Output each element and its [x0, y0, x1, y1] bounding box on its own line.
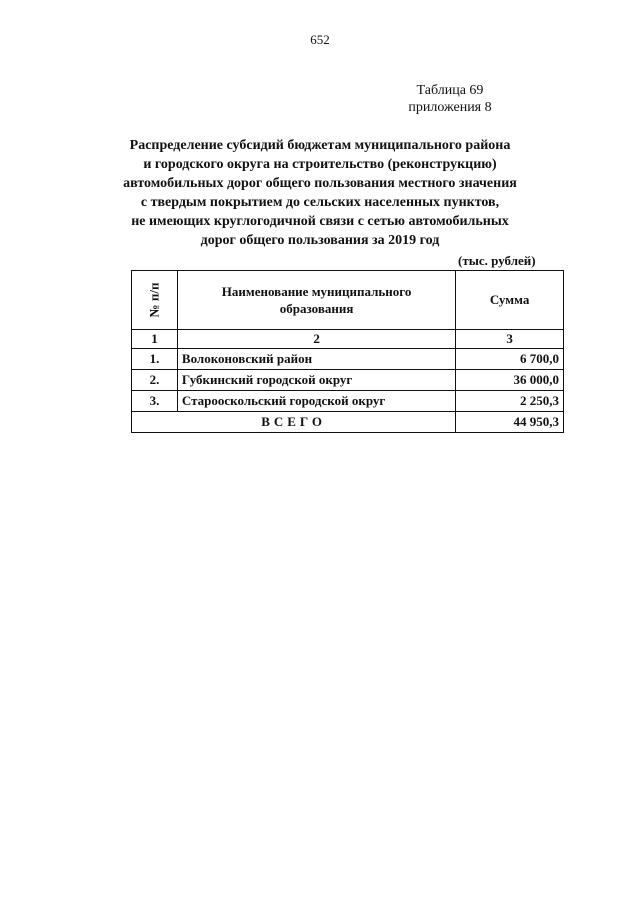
- table-caption-appendix: приложения 8: [408, 100, 492, 115]
- total-sum: 44 950,3: [456, 412, 564, 433]
- header-num: [132, 271, 178, 330]
- table-caption-number: Таблица 69: [416, 83, 484, 98]
- row-sum: 2 250,3: [456, 391, 564, 412]
- table-row: [132, 349, 564, 370]
- header-num-label: № п/п: [146, 282, 162, 318]
- title-line: Распределение субсидий бюджетам муниципального района: [129, 138, 511, 153]
- table-row: [132, 391, 564, 412]
- header-name: [177, 271, 455, 330]
- row-name: Губкинский городской округ: [177, 370, 455, 391]
- index-cell: 3: [456, 330, 564, 349]
- table-total-row: [132, 412, 564, 433]
- title-line: не имеющих круглогодичной связи с сетью автомобильных: [131, 214, 509, 229]
- title-line: с твердым покрытием до сельских населенных пунктов,: [140, 195, 500, 210]
- total-label: ВСЕГО: [132, 412, 456, 433]
- index-cell: 2: [177, 330, 455, 349]
- title-line: и городского округа на строительство (реконструкцию): [143, 157, 497, 172]
- title-line: дорог общего пользования за 2019 год: [200, 233, 440, 248]
- table-index-row: [132, 330, 564, 349]
- row-name: Волоконовский район: [177, 349, 455, 370]
- table-row: [132, 370, 564, 391]
- header-sum: Сумма: [456, 271, 564, 330]
- header-name-line2: образования: [279, 301, 354, 316]
- row-name: Старооскольский городской округ: [177, 391, 455, 412]
- page-number: 652: [310, 32, 330, 47]
- table-header-row: [132, 271, 564, 330]
- header-name-line1: Наименование муниципального: [221, 284, 412, 299]
- subsidy-table: [131, 270, 564, 433]
- units-label: (тыс. рублей): [458, 253, 536, 268]
- row-num: 3.: [132, 391, 178, 412]
- table-caption: [390, 82, 510, 116]
- index-cell: 1: [132, 330, 178, 349]
- title-line: автомобильных дорог общего пользования местного значения: [123, 176, 517, 191]
- document-title: [100, 136, 540, 250]
- row-num: 1.: [132, 349, 178, 370]
- row-num: 2.: [132, 370, 178, 391]
- row-sum: 36 000,0: [456, 370, 564, 391]
- row-sum: 6 700,0: [456, 349, 564, 370]
